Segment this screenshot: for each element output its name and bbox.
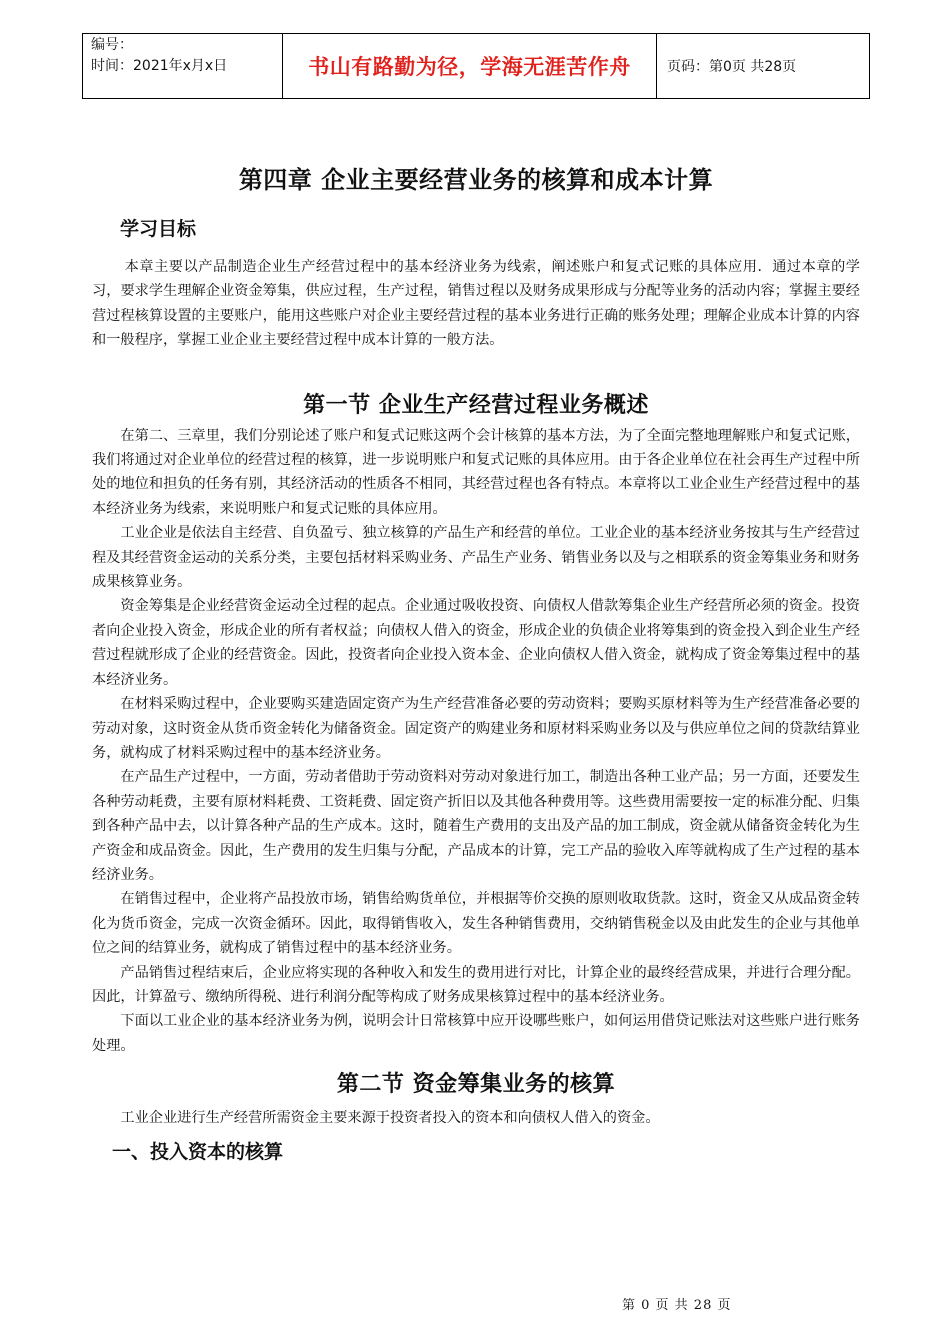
document-header-table: [82, 33, 870, 99]
document-number-label: 编号：: [91, 37, 133, 53]
page-footer: 第 0 页 共 28 页: [622, 1298, 732, 1313]
section-1-paragraph-7: 产品销售过程结束后，企业应将实现的各种收入和发生的费用进行对比，计算企业的最终经营成果，并进行合理分配。因此，计算盈亏、缴纳所得税、进行利润分配等构成了财务成果核算过程中的基本经济业务。: [92, 964, 860, 1005]
section-1-paragraph-8: 下面以工业企业的基本经济业务为例，说明会计日常核算中应开设哪些账户，如何运用借贷记账法对这些账户进行账务处理。: [92, 1013, 860, 1054]
section-1-paragraph-5: 在产品生产过程中，一方面，劳动者借助于劳动资料对劳动对象进行加工，制造出各种工业产品；另一方面，还要发生各种劳动耗费，主要有原材料耗费、工资耗费、固定资产折旧以及其他各种费用等。这些费用需要按一定的标准分配、归集到各种产品中去，以计算各种产品的生产成本。这时，随着生产费用的支出及产品的加工制成，资金就从储备资金转化为生产资金和成品资金。因此，生产费用的发生归集与分配，产品成本的计算，完工产品的验收入库等就构成了生产过程的基本经济业务。: [92, 769, 860, 883]
subsection-heading: 一、投入资本的核算: [112, 1140, 284, 1163]
section-2-title: 第二节 资金筹集业务的核算: [336, 1072, 616, 1098]
section-1-paragraph-3: 资金筹集是企业经营资金运动全过程的起点。企业通过吸收投资、向债权人借款筹集企业生产经营所必须的资金。投资者向企业投入资金，形成企业的所有者权益；向债权人借入的资金，形成企业的负债企业将筹集到的资金投入到企业生产经营过程就形成了企业的经营资金。因此，投资者向企业投入资本金、企业向债权人借入资金，就构成了资金筹集过程中的基本经济业务。: [92, 598, 860, 688]
header-motto: 书山有路勤为径，学海无涯苦作舟: [283, 34, 657, 98]
learning-objective-paragraph: 本章主要以产品制造企业生产经营过程中的基本经济业务为线索，阐述账户和复式记账的具体应用．通过本章的学习，要求学生理解企业资金筹集，供应过程，生产过程，销售过程以及财务成果形成与分配等业务的活动内容；掌握主要经营过程核算设置的主要账户，能用这些账户对企业主要经营过程的基本业务进行正确的账务处理；理解企业成本计算的内容和一般程序，掌握工业企业主要经营过程中成本计算的一般方法。: [92, 259, 860, 349]
section-1-paragraph-4: 在材料采购过程中，企业要购买建造固定资产为生产经营准备必要的劳动资料；要购买原材料等为生产经营准备必要的劳动对象，这时资金从货币资金转化为储备资金。固定资产的购建业务和原材料采购业务以及与供应单位之间的贷款结算业务，就构成了材料采购过程中的基本经济业务。: [92, 696, 860, 761]
section-1-paragraph-2: 工业企业是依法自主经营、自负盈亏、独立核算的产品生产和经营的单位。工业企业的基本经济业务按其与生产经营过程及其经营资金运动的关系分类，主要包括材料采购业务、产品生产业务、销售业务以及与之相联系的资金筹集业务和财务成果核算业务。: [92, 525, 860, 591]
section-1-paragraph-1: 在第二、三章里，我们分别论述了账户和复式记账这两个会计核算的基本方法，为了全面完整地理解账户和复式记账，我们将通过对企业单位的经营过程的核算，进一步说明账户和复式记账的具体应用。由于各企业单位在社会再生产过程中所处的地位和担负的任务有别，其经济活动的性质各不相同，其经营过程也各有特点。本章将以工业企业生产经营过程中的基本经济业务为线索，来说明账户和复式记账的具体应用。: [92, 427, 860, 517]
header-meta-cell: [83, 34, 283, 98]
chapter-title: 第四章 企业主要经营业务的核算和成本计算: [238, 165, 714, 194]
document-time-label: 时间：2021年x月x日: [91, 58, 228, 74]
section-1-title: 第一节 企业生产经营过程业务概述: [303, 392, 649, 418]
header-page-code: 页码：第0页 共28页: [667, 59, 797, 75]
learning-objective-heading: 学习目标: [120, 218, 197, 240]
document-body: [92, 160, 860, 1169]
section-2-intro-paragraph: 工业企业进行生产经营所需资金主要来源于投资者投入的资本和向债权人借入的资金。: [120, 1110, 660, 1127]
section-1-paragraph-6: 在销售过程中，企业将产品投放市场，销售给购货单位，并根据等价交换的原则收取货款。这时，资金又从成品资金转化为货币资金，完成一次资金循环。因此，取得销售收入，发生各种销售费用，交纳销售税金以及由此发生的企业与其他单位之间的结算业务，就构成了销售过程中的基本经济业务。: [92, 891, 860, 957]
